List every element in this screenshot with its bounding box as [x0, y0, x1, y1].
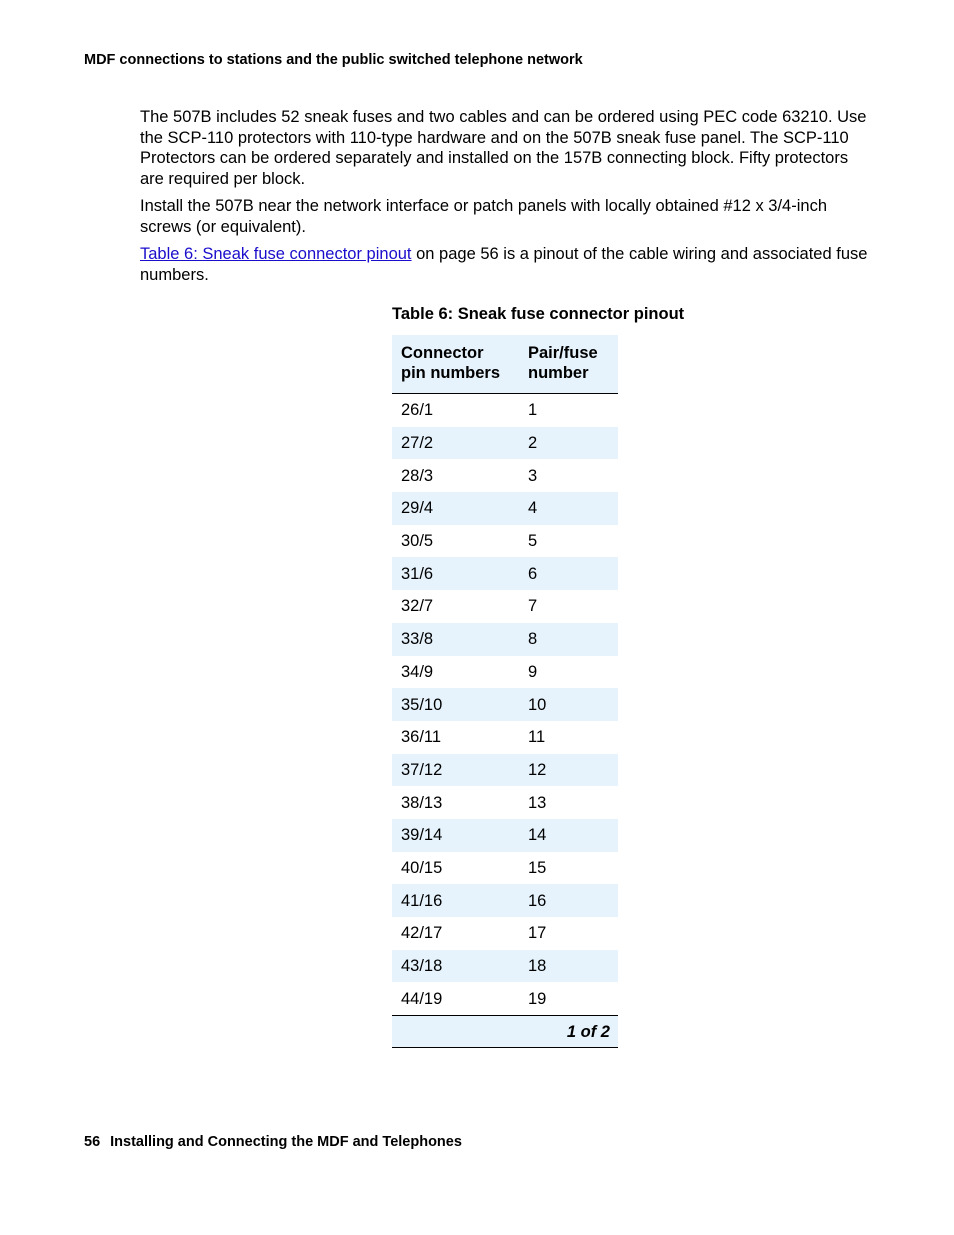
- table-row: [392, 557, 618, 590]
- footer-title: Installing and Connecting the MDF and Telephones: [110, 1134, 462, 1150]
- pair-fuse-cell: 1: [528, 401, 538, 420]
- pair-fuse-cell: 11: [528, 728, 546, 747]
- connector-pin-cell: 44/19: [401, 989, 443, 1008]
- pair-fuse-cell: 17: [528, 924, 547, 943]
- connector-pin-cell: 30/5: [401, 532, 434, 551]
- pair-fuse-cell: 13: [528, 793, 547, 812]
- pair-fuse-cell: 15: [528, 858, 547, 877]
- column-header-pair-fuse: Pair/fuse number: [519, 335, 618, 394]
- table-row: [392, 427, 618, 460]
- connector-pin-cell: 40/15: [401, 858, 443, 877]
- pair-fuse-cell: 18: [519, 950, 618, 983]
- pair-fuse-cell: 16: [519, 884, 618, 917]
- table-row: [392, 721, 618, 754]
- connector-pin-cell: 32/7: [401, 597, 434, 616]
- pair-fuse-cell: 7: [528, 597, 538, 616]
- pair-fuse-cell: 10: [519, 688, 618, 721]
- table-caption: Table 6: Sneak fuse connector pinout: [392, 305, 685, 323]
- pair-fuse-cell: 5: [528, 532, 538, 551]
- table-row: [392, 623, 618, 656]
- table-row: [392, 754, 618, 787]
- connector-pin-cell: 34/9: [401, 662, 434, 681]
- table-row: [392, 525, 618, 558]
- table-row: [392, 982, 618, 1015]
- connector-pin-cell: 31/6: [392, 557, 519, 590]
- connector-pin-cell: 35/10: [392, 688, 519, 721]
- connector-pin-cell: 39/14: [392, 819, 519, 852]
- paragraph-table-reference: [140, 244, 870, 285]
- connector-pin-cell: 29/4: [392, 492, 519, 525]
- table-row: [392, 950, 618, 983]
- pair-fuse-cell: 12: [519, 754, 618, 787]
- table-header-row: [392, 335, 618, 394]
- pair-fuse-cell: 2: [519, 427, 618, 460]
- paragraph-install-instructions: Install the 507B near the network interface or patch panels with locally obtained #12 x 3/4-inch screws (or equivalent).: [140, 197, 827, 236]
- table-pager-row: [392, 1016, 618, 1048]
- table-row: [392, 459, 618, 492]
- connector-pin-cell: 27/2: [392, 427, 519, 460]
- connector-pin-cell: 33/8: [392, 623, 519, 656]
- pair-fuse-cell: 8: [519, 623, 618, 656]
- table-6-link[interactable]: Table 6: Sneak fuse connector pinout: [140, 245, 412, 263]
- table-body: [392, 394, 618, 1048]
- column-header-connector-pins: Connector pin numbers: [392, 335, 519, 394]
- table-row: [392, 656, 618, 689]
- table-row: [392, 590, 618, 623]
- pair-fuse-cell: 14: [519, 819, 618, 852]
- pair-fuse-cell: 9: [528, 662, 538, 681]
- pinout-table: [392, 335, 618, 1048]
- connector-pin-cell: 43/18: [392, 950, 519, 983]
- table-row: [392, 884, 618, 917]
- table-row: [392, 688, 618, 721]
- pair-fuse-cell: 3: [528, 466, 538, 485]
- pair-fuse-cell: 6: [519, 557, 618, 590]
- connector-pin-cell: 37/12: [392, 754, 519, 787]
- table-row: [392, 819, 618, 852]
- pair-fuse-cell: 4: [519, 492, 618, 525]
- page-number: 56: [84, 1134, 101, 1150]
- connector-pin-cell: 41/16: [392, 884, 519, 917]
- paragraph-507b-description: The 507B includes 52 sneak fuses and two cables and can be ordered using PEC code 63210. Use the SCP-110 protectors with 110-type hardware and on the 507B sneak fuse panel. The SCP-110 Protectors can be ordered separately and installed on the 157B connecting block. Fifty protectors are required per block.: [140, 108, 867, 188]
- connector-pin-cell: 36/11: [401, 728, 442, 747]
- pair-fuse-cell: 19: [528, 989, 547, 1008]
- table-row: [392, 852, 618, 885]
- table-row: [392, 917, 618, 950]
- connector-pin-cell: 38/13: [401, 793, 443, 812]
- table-row: [392, 394, 618, 427]
- table-pager: 1 of 2: [392, 1016, 618, 1048]
- running-footer: [84, 1134, 462, 1150]
- paragraph-table-reference-text: on page 56 is a pinout of the cable wiring and associated fuse numbers.: [140, 245, 868, 284]
- connector-pin-cell: 28/3: [401, 466, 434, 485]
- table-row: [392, 786, 618, 819]
- running-header: MDF connections to stations and the public switched telephone network: [84, 52, 583, 68]
- connector-pin-cell: 42/17: [401, 924, 443, 943]
- table-row: [392, 492, 618, 525]
- connector-pin-cell: 26/1: [401, 401, 434, 420]
